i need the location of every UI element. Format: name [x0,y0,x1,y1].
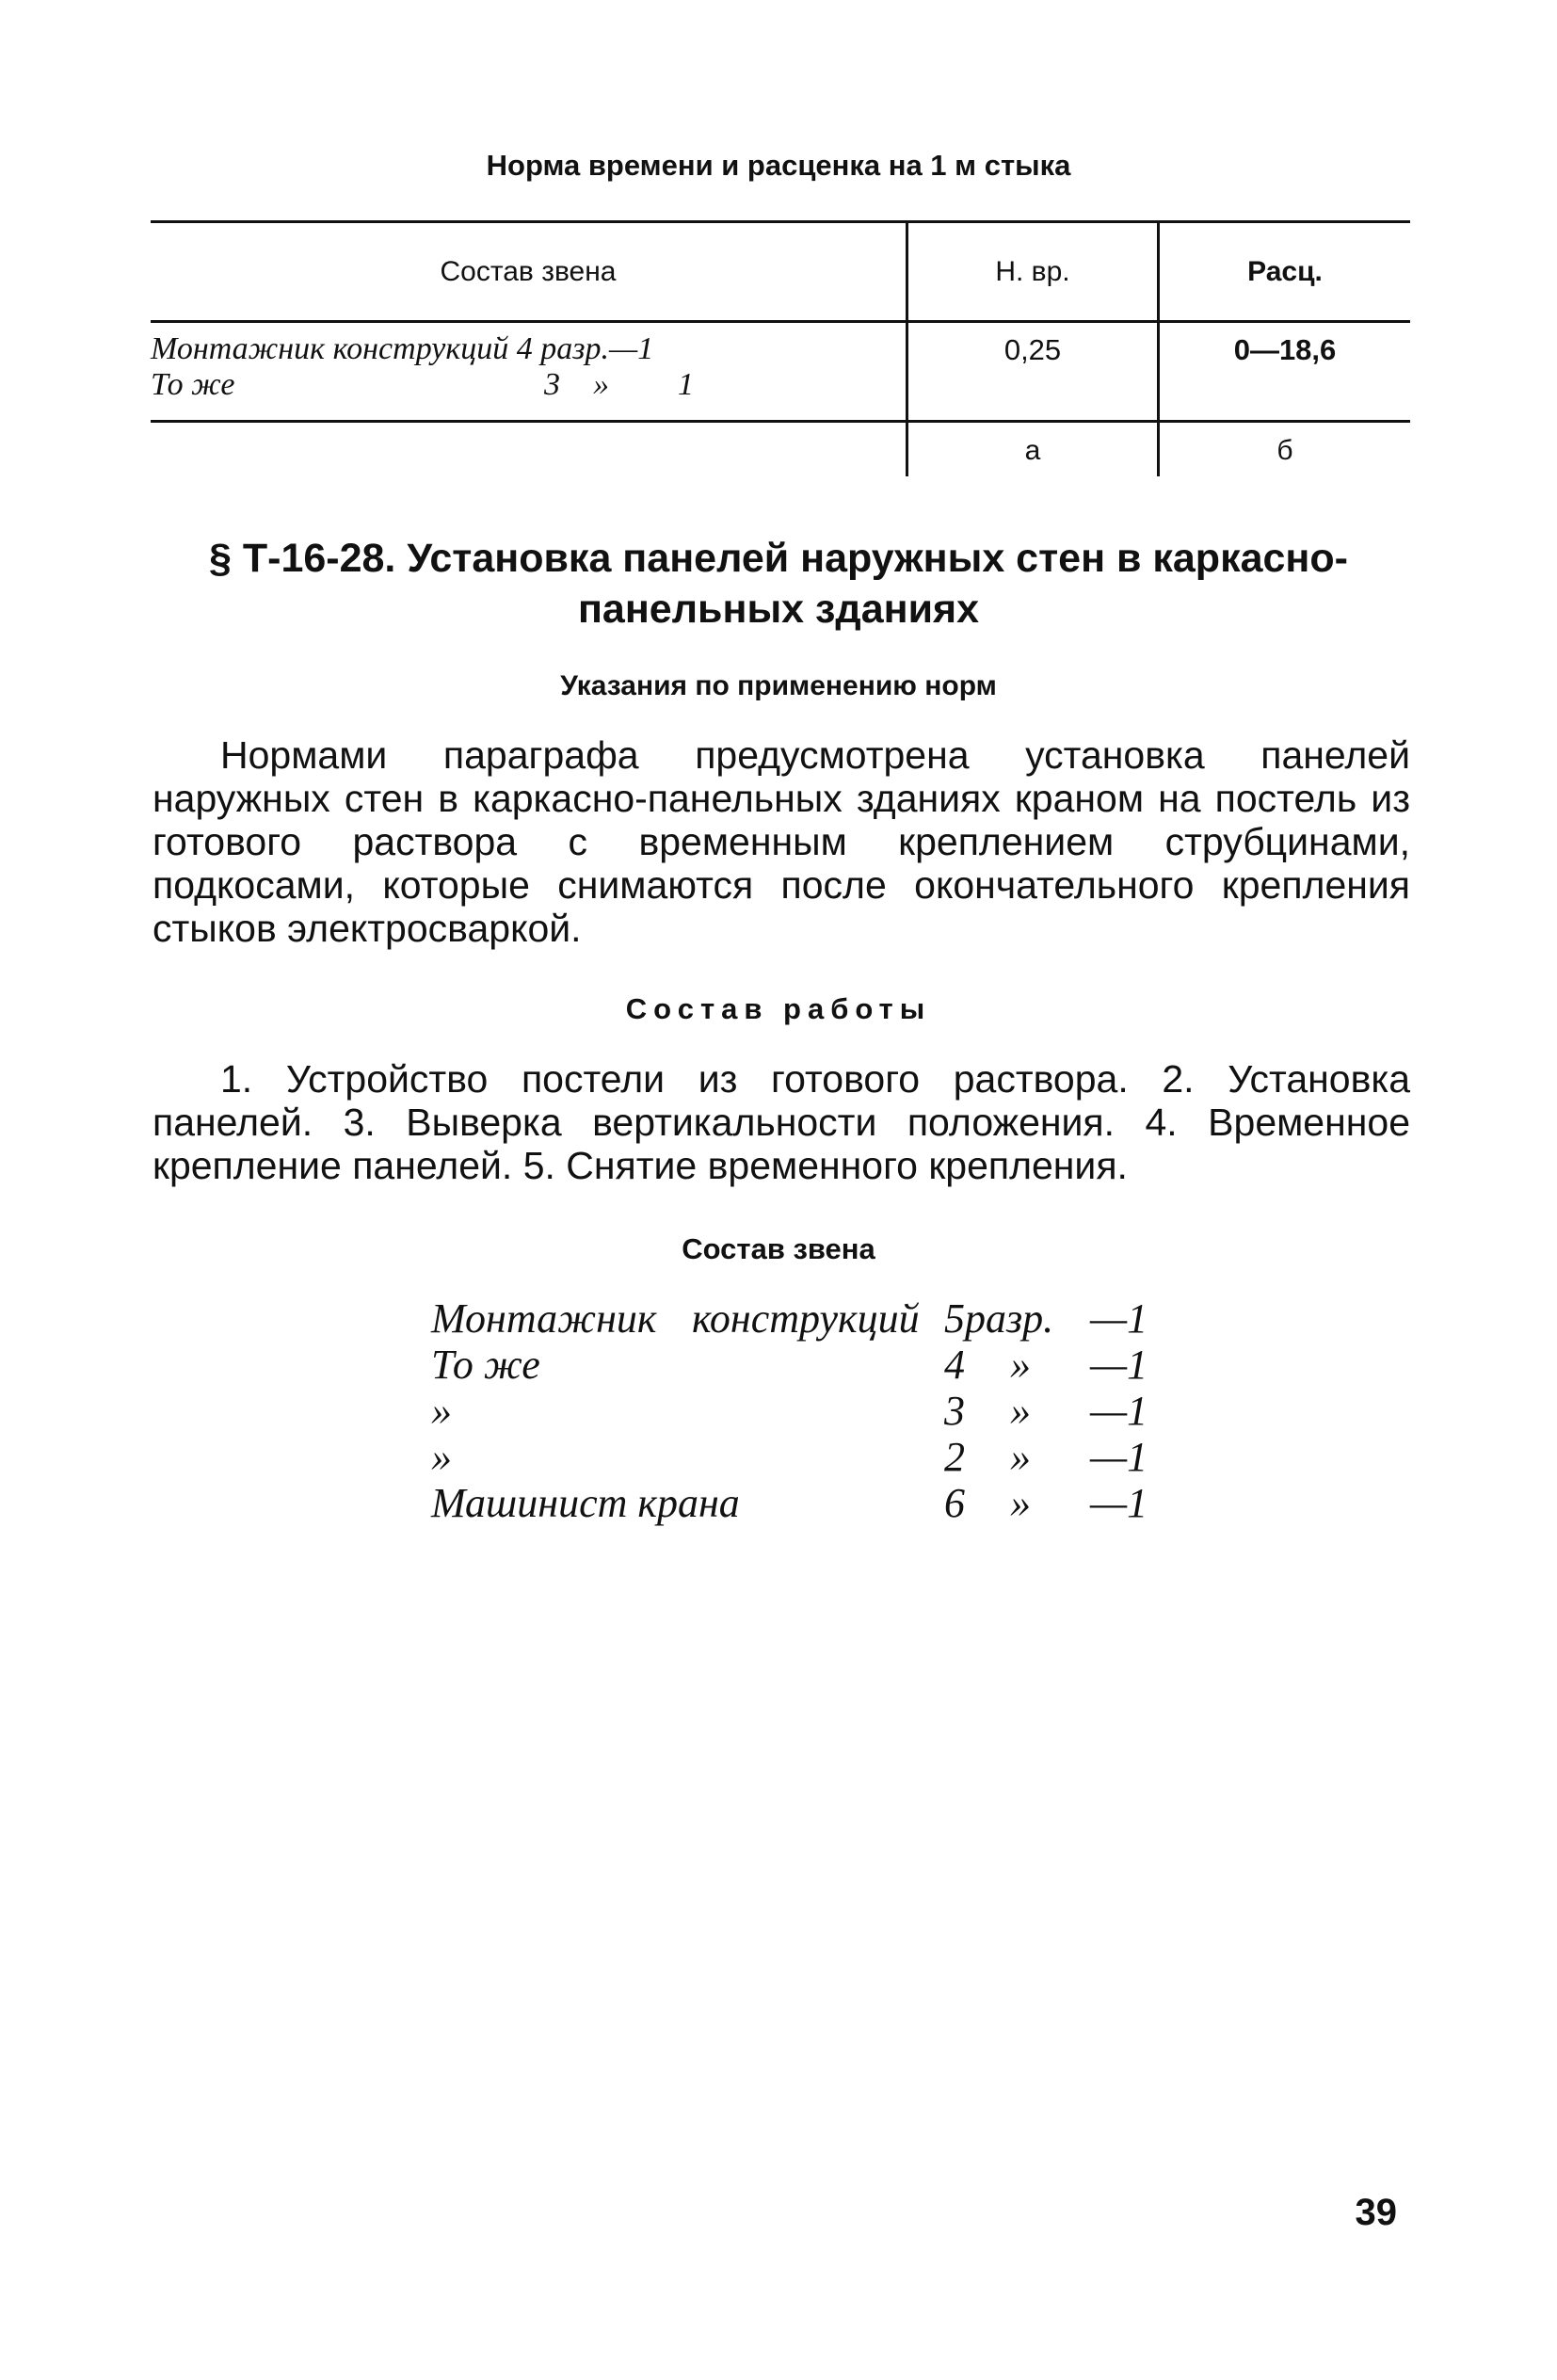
guidelines-paragraph: Нормами параграфа предусмотрена установка панелей наружных стен в каркасно-панельных зданиях краном на постель из готового раствора с временным креплением струбцинами, подкосами, которые снимаются после окончательного крепления стыков электросваркой. [152,733,1410,950]
crew-row-2-count: —1 [1090,1342,1148,1388]
row-crew-line-1: Монтажник конструкций 4 разр.—1 [151,331,654,366]
crew-row-2-grade: 4 [944,1342,965,1388]
guidelines-title: Указания по применению норм [560,670,997,701]
crew-row-1-extra: конструкций [692,1295,920,1342]
table-title: Норма времени и расценка на 1 м стыка [486,149,1071,182]
section-heading: § Т-16-28. Установка панелей наружных стен в каркасно-панельных зданиях [209,536,1348,632]
crew-composition-title: Состав звена [682,1232,875,1265]
header-rate: Расц. [1247,256,1323,287]
crew-row-4-name: » [431,1434,452,1480]
crew-row-1-grade: 5разр. [944,1295,1054,1342]
crew-row-4-mark: » [1010,1434,1031,1480]
work-composition-title: Состав работы [625,992,932,1025]
header-crew: Состав звена [440,256,617,287]
crew-row-1-name: Монтажник [431,1295,657,1342]
row-crew-line-2-mark: » [593,367,609,402]
header-time-norm: Н. вр. [995,256,1070,287]
crew-row-3-grade: 3 [944,1388,965,1434]
crew-row-1-count: —1 [1090,1295,1148,1342]
row-time-norm: 0,25 [1003,333,1062,366]
crew-row-4-count: —1 [1090,1434,1148,1480]
crew-row-5-grade: 6 [944,1480,965,1526]
crew-row-3-mark: » [1010,1388,1031,1434]
crew-row-4-grade: 2 [944,1434,965,1480]
work-composition-paragraph: 1. Устройство постели из готового раствора. 2. Установка панелей. 3. Выверка вертикальности положения. 4. Временное крепление панелей. 5. Снятие временного крепления. [152,1057,1410,1187]
crew-row-2-name: То же [431,1342,540,1388]
crew-row-5-name: Машинист крана [431,1480,740,1526]
footer-time-column-letter: а [1024,435,1041,466]
crew-row-3-count: —1 [1090,1388,1148,1434]
table-header-rule [151,320,1410,323]
footer-rate-column-letter: б [1276,435,1293,466]
table-top-rule [151,220,1410,223]
row-crew-line-2-name: То же [151,367,235,402]
row-rate: 0—18,6 [1233,333,1337,366]
crew-row-5-mark: » [1010,1480,1031,1526]
crew-row-3-name: » [431,1388,452,1434]
row-crew-line-2-count: 1 [678,367,694,402]
crew-row-2-mark: » [1010,1342,1031,1388]
crew-row-5-count: —1 [1090,1480,1148,1526]
row-crew-line-2-grade: 3 [544,367,560,402]
table-body-rule [151,420,1410,423]
page-number: 39 [1355,2192,1397,2233]
